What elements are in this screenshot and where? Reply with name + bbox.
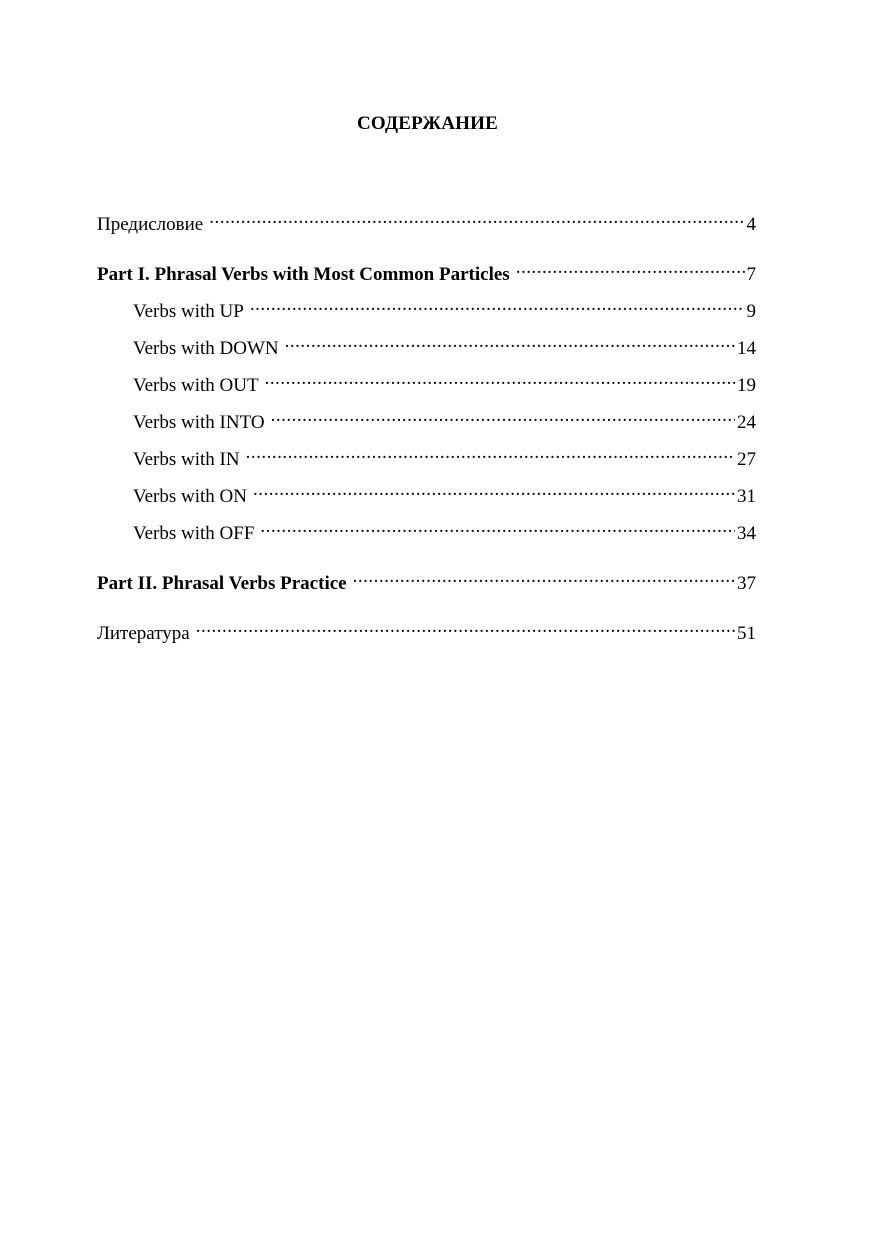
toc-entry-verbs-up[interactable] [97, 293, 756, 322]
toc-page-number: 7 [746, 264, 756, 285]
toc-entry-label: Verbs with INTO [133, 412, 265, 433]
toc-page-number: 4 [746, 214, 756, 235]
toc-dot-leader [196, 615, 735, 639]
toc-dot-leader [260, 515, 735, 539]
toc-entry-verbs-on[interactable] [97, 478, 756, 507]
toc-dot-leader [516, 256, 745, 280]
toc-page-number: 51 [737, 623, 756, 644]
toc-page-number: 27 [737, 449, 756, 470]
toc-entry-label: Предисловие [97, 214, 204, 235]
toc-entry-preface[interactable] [97, 206, 756, 235]
toc-entry-verbs-in[interactable] [97, 441, 756, 470]
toc-page-number: 37 [737, 573, 756, 594]
toc-entry-label: Part II. Phrasal Verbs Practice [97, 573, 347, 594]
toc-page-number: 19 [737, 375, 756, 396]
toc-entry-verbs-out[interactable] [97, 367, 756, 396]
toc-page-number: 24 [737, 412, 756, 433]
toc-dot-leader [253, 478, 735, 502]
toc-dot-leader [246, 441, 735, 465]
toc-entry-verbs-down[interactable] [97, 330, 756, 359]
toc-entry-literature[interactable] [97, 615, 756, 644]
toc-entry-label: Литература [97, 623, 190, 644]
toc-page-number: 34 [737, 523, 756, 544]
toc-page-number: 14 [737, 338, 756, 359]
toc-entry-label: Verbs with DOWN [133, 338, 279, 359]
toc-dot-leader [353, 565, 735, 589]
toc-entry-label: Verbs with ON [133, 486, 247, 507]
toc-entry-label: Part I. Phrasal Verbs with Most Common Particles [97, 264, 510, 285]
toc-entry-label: Verbs with OFF [133, 523, 255, 544]
page-title: СОДЕРЖАНИЕ [357, 113, 498, 134]
toc-dot-leader [209, 206, 744, 230]
toc-entry-part-2[interactable] [97, 565, 756, 594]
toc-entry-verbs-into[interactable] [97, 404, 756, 433]
toc-page-number: 31 [737, 486, 756, 507]
toc-entry-label: Verbs with UP [133, 301, 244, 322]
toc-dot-leader [271, 404, 735, 428]
toc-entry-label: Verbs with OUT [133, 375, 259, 396]
toc-dot-leader [250, 293, 745, 317]
toc-entry-label: Verbs with IN [133, 449, 240, 470]
toc-entry-verbs-off[interactable] [97, 515, 756, 544]
toc-entry-part-1[interactable] [97, 256, 756, 285]
toc-dot-leader [285, 330, 735, 354]
table-of-contents [97, 206, 756, 644]
toc-dot-leader [265, 367, 735, 391]
toc-page-number: 9 [746, 301, 756, 322]
